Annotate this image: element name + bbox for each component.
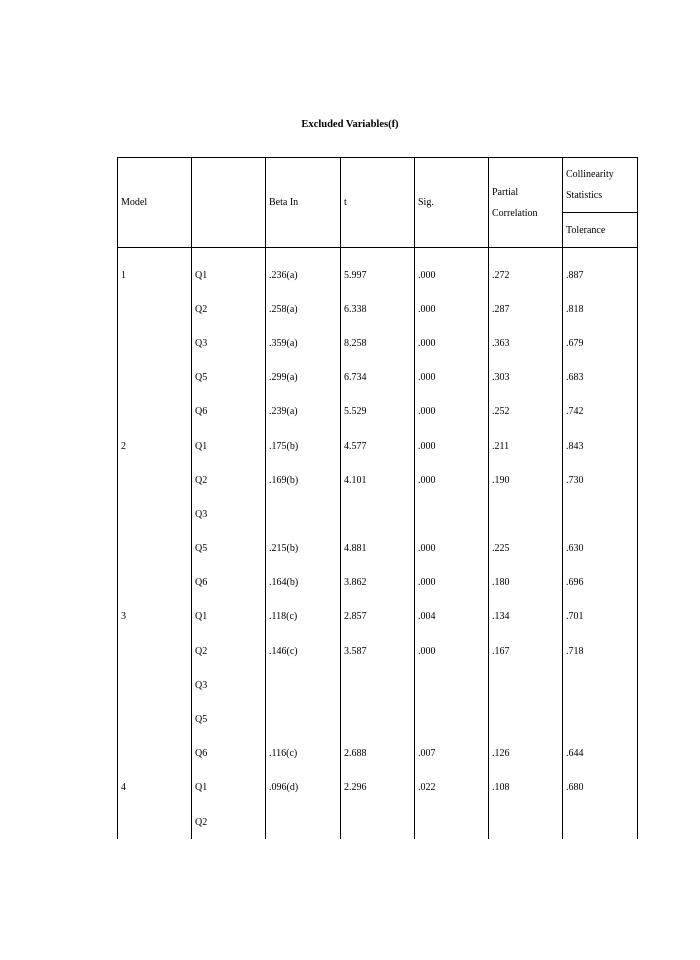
cell-partial-correlation: .287: [489, 292, 563, 326]
cell-tolerance: .696: [563, 566, 638, 600]
cell-model: [118, 566, 192, 600]
cell-tolerance: [563, 668, 638, 702]
cell-model: [118, 497, 192, 531]
cell-partial-correlation: .252: [489, 395, 563, 429]
cell-sig: .000: [415, 634, 489, 668]
table-row: [118, 771, 638, 805]
cell-beta-in: [266, 497, 341, 531]
cell-variable: Q3: [192, 326, 266, 360]
cell-model: [118, 326, 192, 360]
cell-beta-in: .299(a): [266, 361, 341, 395]
cell-tolerance: .679: [563, 326, 638, 360]
table-row: [118, 634, 638, 668]
header-t: t: [341, 158, 415, 248]
header-partial-correlation: Partial Correlation: [489, 158, 563, 248]
cell-beta-in: .236(a): [266, 248, 341, 293]
table-row: [118, 326, 638, 360]
table-row: [118, 702, 638, 736]
cell-tolerance: [563, 702, 638, 736]
cell-sig: .007: [415, 737, 489, 771]
cell-partial-correlation: .303: [489, 361, 563, 395]
cell-t: [341, 497, 415, 531]
cell-sig: [415, 702, 489, 736]
cell-beta-in: .175(b): [266, 429, 341, 463]
header-sig: Sig.: [415, 158, 489, 248]
cell-t: 4.881: [341, 532, 415, 566]
cell-partial-correlation: .225: [489, 532, 563, 566]
table-body: [118, 248, 638, 840]
cell-t: 2.688: [341, 737, 415, 771]
cell-partial-correlation: .211: [489, 429, 563, 463]
table-row: [118, 248, 638, 293]
cell-t: 2.857: [341, 600, 415, 634]
cell-beta-in: .118(c): [266, 600, 341, 634]
cell-beta-in: .116(c): [266, 737, 341, 771]
cell-variable: Q3: [192, 497, 266, 531]
cell-tolerance: .644: [563, 737, 638, 771]
cell-beta-in: .146(c): [266, 634, 341, 668]
cell-model: 2: [118, 429, 192, 463]
cell-model: [118, 395, 192, 429]
cell-t: 6.734: [341, 361, 415, 395]
cell-model: 4: [118, 771, 192, 805]
cell-t: [341, 805, 415, 839]
cell-model: [118, 292, 192, 326]
cell-variable: Q1: [192, 248, 266, 293]
cell-tolerance: .683: [563, 361, 638, 395]
cell-tolerance: .742: [563, 395, 638, 429]
table-row: [118, 292, 638, 326]
cell-sig: .022: [415, 771, 489, 805]
header-tolerance: Tolerance: [563, 213, 638, 248]
cell-variable: Q5: [192, 702, 266, 736]
cell-t: 4.101: [341, 463, 415, 497]
cell-partial-correlation: [489, 702, 563, 736]
cell-tolerance: .818: [563, 292, 638, 326]
cell-sig: .000: [415, 361, 489, 395]
cell-tolerance: [563, 805, 638, 839]
table-row: [118, 668, 638, 702]
cell-partial-correlation: .180: [489, 566, 563, 600]
cell-beta-in: .164(b): [266, 566, 341, 600]
cell-partial-correlation: .167: [489, 634, 563, 668]
cell-t: [341, 702, 415, 736]
cell-model: 1: [118, 248, 192, 293]
cell-variable: Q5: [192, 532, 266, 566]
header-variable: [192, 158, 266, 248]
cell-partial-correlation: .108: [489, 771, 563, 805]
cell-tolerance: [563, 497, 638, 531]
cell-tolerance: .680: [563, 771, 638, 805]
cell-tolerance: .843: [563, 429, 638, 463]
cell-variable: Q5: [192, 361, 266, 395]
table-row: [118, 429, 638, 463]
cell-sig: [415, 805, 489, 839]
table-row: [118, 566, 638, 600]
cell-t: 3.587: [341, 634, 415, 668]
cell-sig: .000: [415, 566, 489, 600]
cell-model: [118, 805, 192, 839]
cell-model: [118, 463, 192, 497]
cell-model: [118, 668, 192, 702]
cell-tolerance: .887: [563, 248, 638, 293]
cell-variable: Q1: [192, 771, 266, 805]
cell-t: 4.577: [341, 429, 415, 463]
cell-beta-in: .215(b): [266, 532, 341, 566]
cell-t: 2.296: [341, 771, 415, 805]
cell-partial-correlation: [489, 668, 563, 702]
cell-t: 5.997: [341, 248, 415, 293]
cell-tolerance: .718: [563, 634, 638, 668]
cell-beta-in: .169(b): [266, 463, 341, 497]
table-row: [118, 532, 638, 566]
cell-variable: Q6: [192, 566, 266, 600]
cell-variable: Q6: [192, 395, 266, 429]
cell-beta-in: .359(a): [266, 326, 341, 360]
cell-model: [118, 361, 192, 395]
cell-tolerance: .630: [563, 532, 638, 566]
cell-variable: Q1: [192, 600, 266, 634]
cell-sig: .000: [415, 248, 489, 293]
cell-t: 8.258: [341, 326, 415, 360]
cell-partial-correlation: .134: [489, 600, 563, 634]
table-title: Excluded Variables(f): [301, 119, 399, 130]
cell-model: [118, 702, 192, 736]
cell-model: 3: [118, 600, 192, 634]
cell-partial-correlation: [489, 805, 563, 839]
cell-sig: [415, 497, 489, 531]
cell-t: [341, 668, 415, 702]
cell-beta-in: .239(a): [266, 395, 341, 429]
cell-partial-correlation: .126: [489, 737, 563, 771]
cell-variable: Q2: [192, 634, 266, 668]
cell-sig: .004: [415, 600, 489, 634]
table-row: [118, 395, 638, 429]
cell-beta-in: [266, 702, 341, 736]
cell-sig: .000: [415, 463, 489, 497]
cell-variable: Q6: [192, 737, 266, 771]
cell-beta-in: .258(a): [266, 292, 341, 326]
cell-variable: Q2: [192, 292, 266, 326]
cell-sig: .000: [415, 429, 489, 463]
cell-partial-correlation: .363: [489, 326, 563, 360]
table-row: [118, 361, 638, 395]
cell-sig: [415, 668, 489, 702]
header-model: Model: [118, 158, 192, 248]
cell-sig: .000: [415, 395, 489, 429]
excluded-variables-table: [117, 157, 638, 839]
table-row: [118, 600, 638, 634]
cell-variable: Q1: [192, 429, 266, 463]
cell-model: [118, 737, 192, 771]
cell-tolerance: .730: [563, 463, 638, 497]
cell-t: 3.862: [341, 566, 415, 600]
cell-beta-in: .096(d): [266, 771, 341, 805]
table-row: [118, 497, 638, 531]
cell-partial-correlation: .190: [489, 463, 563, 497]
cell-variable: Q3: [192, 668, 266, 702]
cell-model: [118, 634, 192, 668]
cell-sig: .000: [415, 532, 489, 566]
cell-t: 6.338: [341, 292, 415, 326]
cell-variable: Q2: [192, 805, 266, 839]
table-row: [118, 463, 638, 497]
cell-sig: .000: [415, 326, 489, 360]
header-collinearity-statistics: Collinearity Statistics: [563, 158, 638, 213]
cell-tolerance: .701: [563, 600, 638, 634]
cell-model: [118, 532, 192, 566]
table-row: [118, 737, 638, 771]
cell-partial-correlation: .272: [489, 248, 563, 293]
cell-beta-in: [266, 805, 341, 839]
cell-sig: .000: [415, 292, 489, 326]
cell-variable: Q2: [192, 463, 266, 497]
cell-beta-in: [266, 668, 341, 702]
table-row: [118, 805, 638, 839]
cell-partial-correlation: [489, 497, 563, 531]
header-beta-in: Beta In: [266, 158, 341, 248]
cell-t: 5.529: [341, 395, 415, 429]
